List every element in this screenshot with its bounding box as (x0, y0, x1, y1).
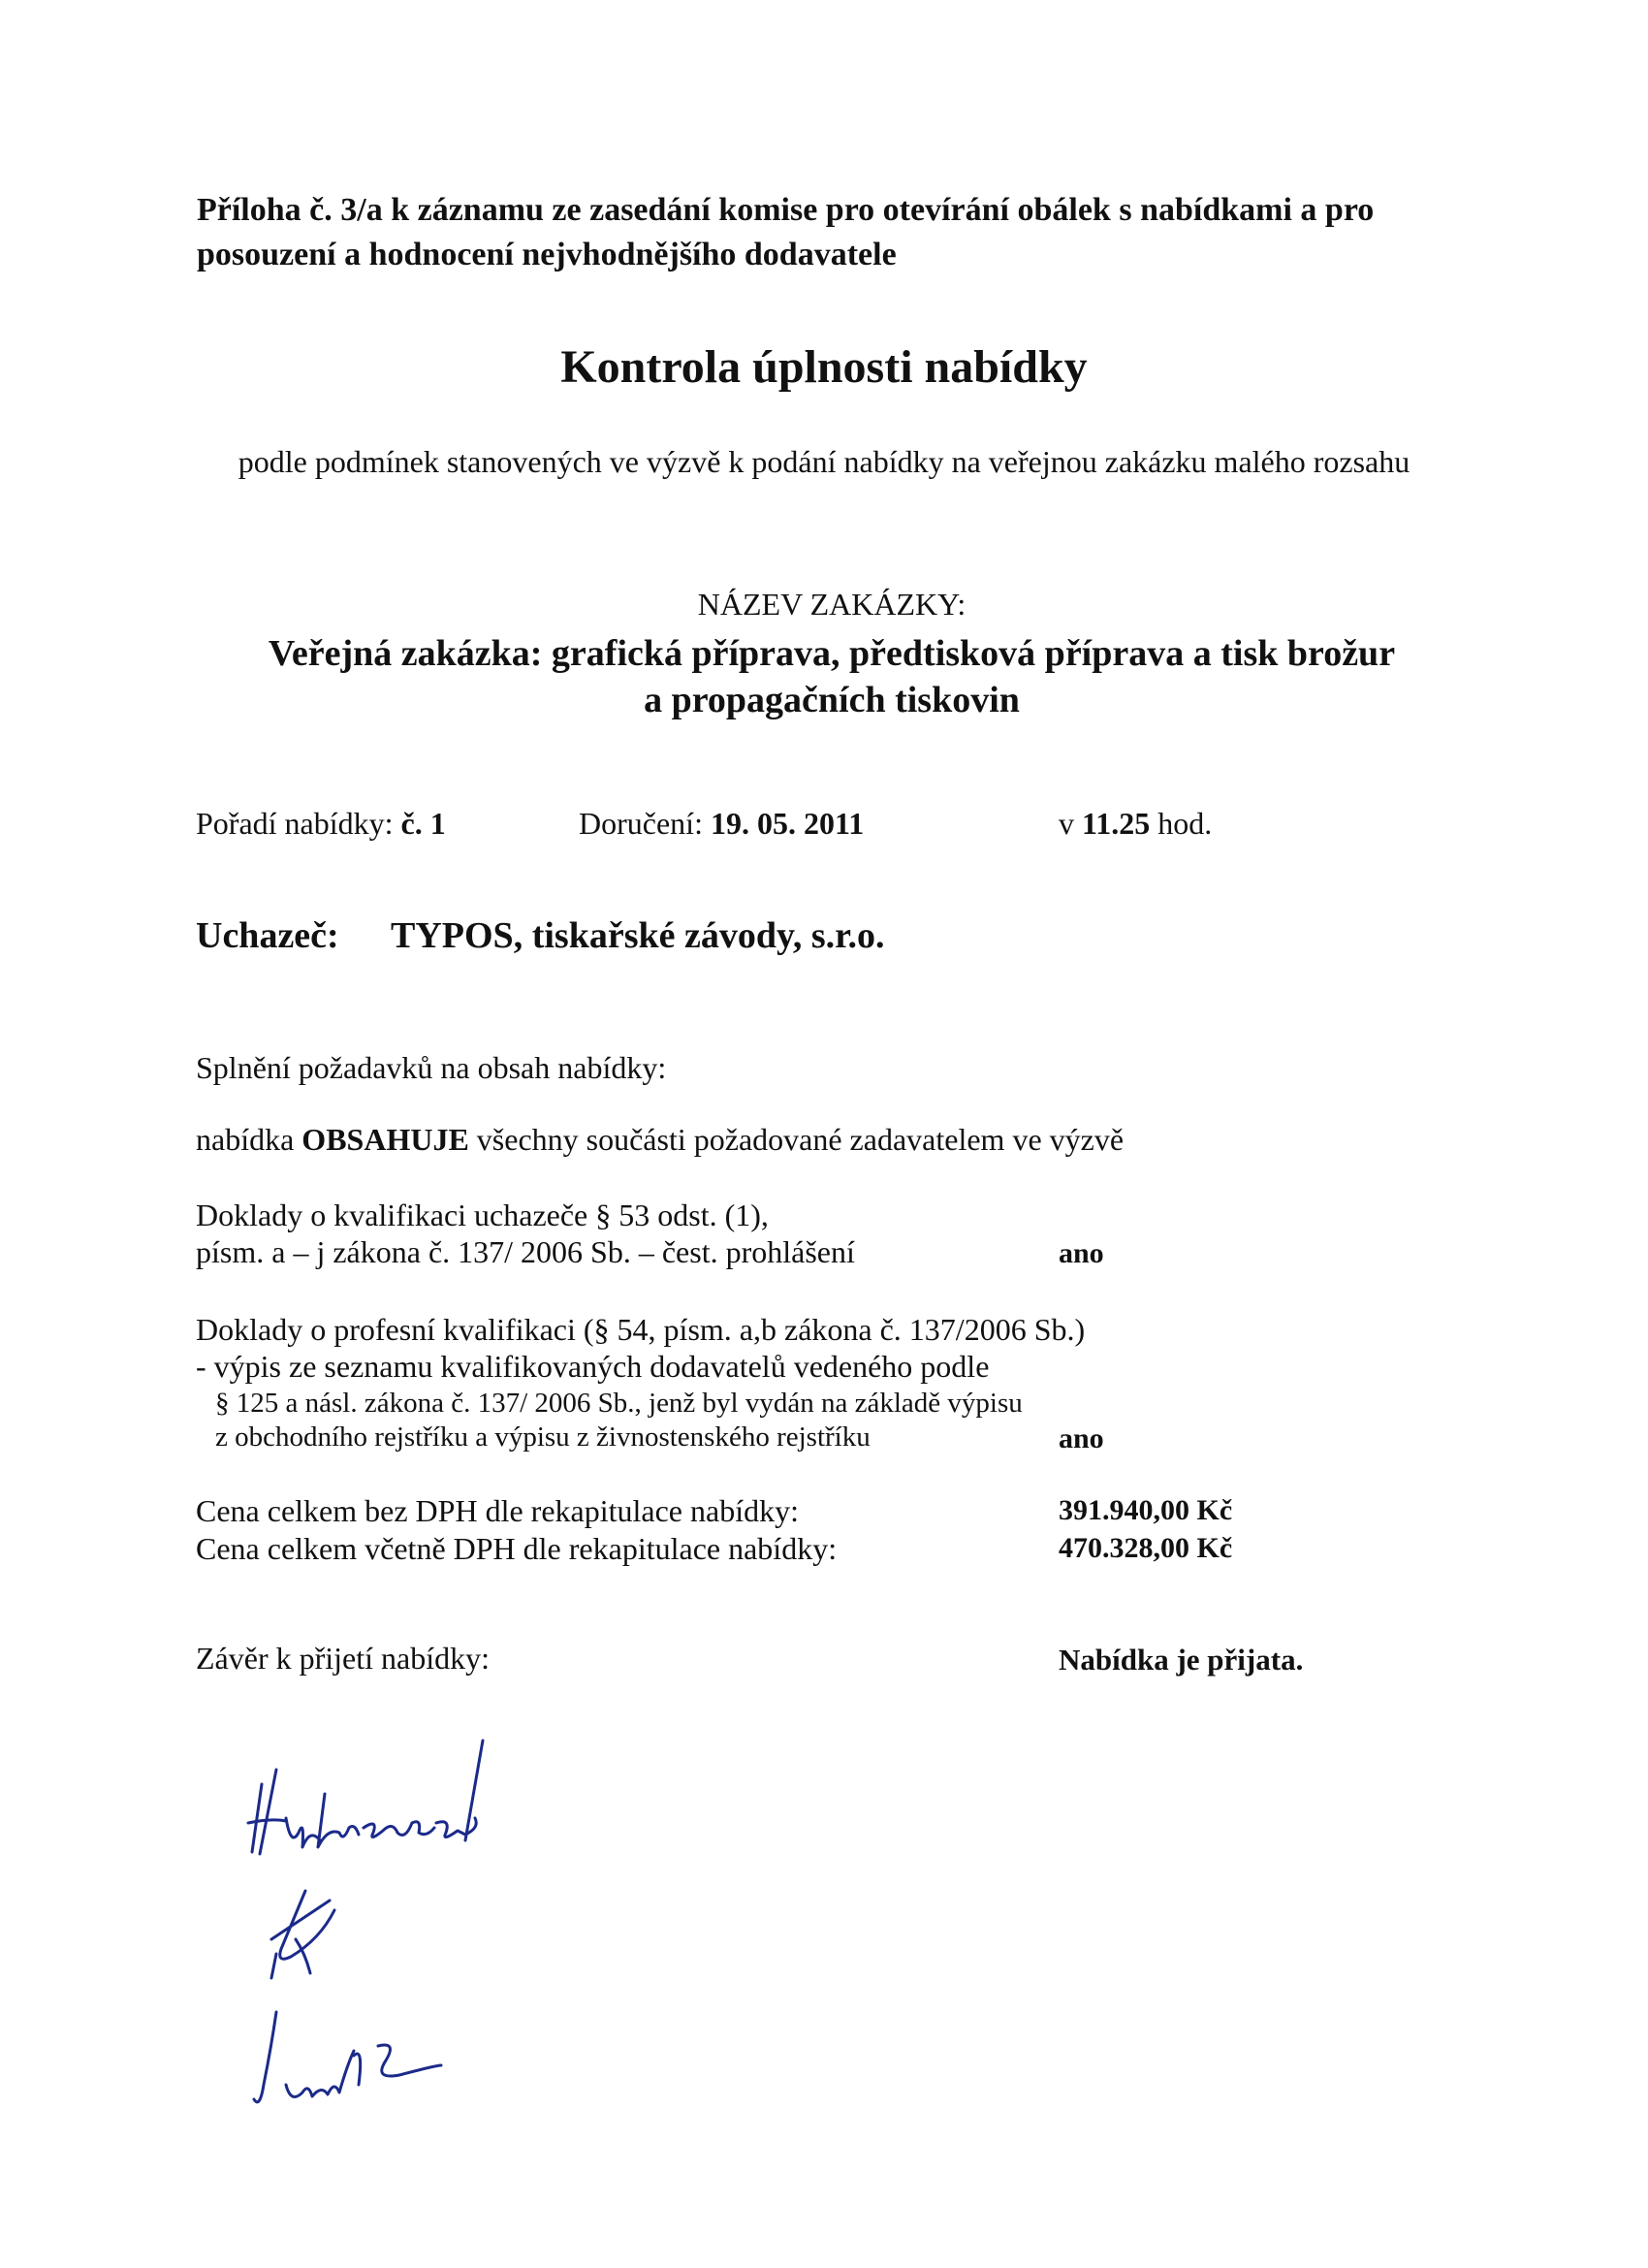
order-name-line1: Veřejná zakázka: grafická příprava, předtisková příprava a tisk brožur (268, 633, 1396, 674)
professional-value: ano (1059, 1422, 1104, 1454)
professional-line2: - výpis ze seznamu kvalifikovaných dodavatelů vedeného podle (196, 1349, 990, 1384)
document-title: Kontrola úplnosti nabídky (560, 341, 1088, 393)
offer-time-value: 11.25 (1082, 806, 1151, 841)
offer-order-value: č. 1 (400, 806, 446, 841)
price-with-vat-label: Cena celkem včetně DPH dle rekapitulace nabídky: (196, 1531, 838, 1566)
professional-line4: z obchodního rejstříku a výpisu z živnostenského rejstříku (215, 1421, 871, 1453)
offer-order (196, 806, 446, 842)
offer-delivery-value: 19. 05. 2011 (710, 806, 865, 841)
attachment-header-line2: posouzení a hodnocení nejvhodnějšího dodavatele (197, 237, 897, 272)
qualification-line2: písm. a – j zákona č. 137/ 2006 Sb. – čest. prohlášení (196, 1234, 855, 1269)
offer-order-label: Pořadí nabídky: (196, 806, 394, 841)
conclusion-label: Závěr k přijetí nabídky: (196, 1641, 491, 1676)
attachment-header-line1: Příloha č. 3/a k záznamu ze zasedání komise pro otevírání obálek s nabídkami a pro (197, 192, 1375, 228)
offer-time (1059, 806, 1212, 842)
requirements-heading: Splnění požadavků na obsah nabídky: (196, 1050, 667, 1085)
bidder-label: Uchazeč: (196, 915, 339, 956)
offer-delivery (579, 806, 864, 842)
offer-time-prefix: v (1059, 806, 1074, 841)
statement-prefix: nabídka (196, 1122, 295, 1157)
requirements-statement (196, 1122, 1124, 1158)
offer-delivery-label: Doručení: (579, 806, 703, 841)
qualification-value: ano (1059, 1237, 1104, 1269)
qualification-line1: Doklady o kvalifikaci uchazeče § 53 odst. (1), (196, 1198, 769, 1232)
statement-suffix: všechny součásti požadované zadavatelem ve výzvě (476, 1122, 1125, 1157)
price-with-vat-value: 470.328,00 Kč (1059, 1532, 1233, 1564)
document-subtitle: podle podmínek stanovených ve výzvě k podání nabídky na veřejnou zakázku malého rozsahu (238, 444, 1410, 479)
conclusion-value: Nabídka je přijata. (1059, 1643, 1304, 1677)
statement-emphasis: OBSAHUJE (301, 1122, 469, 1157)
order-name (0, 630, 1648, 723)
signature-2 (252, 1871, 378, 1988)
signature-1 (233, 1726, 504, 1871)
professional-line1: Doklady o profesní kvalifikaci (§ 54, písm. a,b zákona č. 137/2006 Sb.) (196, 1312, 1086, 1347)
price-without-vat-value: 391.940,00 Kč (1059, 1494, 1233, 1526)
order-name-label: NÁZEV ZAKÁZKY: (697, 587, 967, 622)
professional-line3: § 125 a násl. zákona č. 137/ 2006 Sb., jenž byl vydán na základě výpisu (215, 1388, 1023, 1419)
offer-time-suffix: hod. (1157, 806, 1213, 841)
price-without-vat-label: Cena celkem bez DPH dle rekapitulace nabídky: (196, 1493, 799, 1528)
signature-3 (233, 2007, 456, 2124)
bidder-name: TYPOS, tiskařské závody, s.r.o. (391, 915, 885, 956)
attachment-header (197, 188, 1374, 277)
order-name-line2: a propagačních tiskovin (644, 680, 1020, 720)
